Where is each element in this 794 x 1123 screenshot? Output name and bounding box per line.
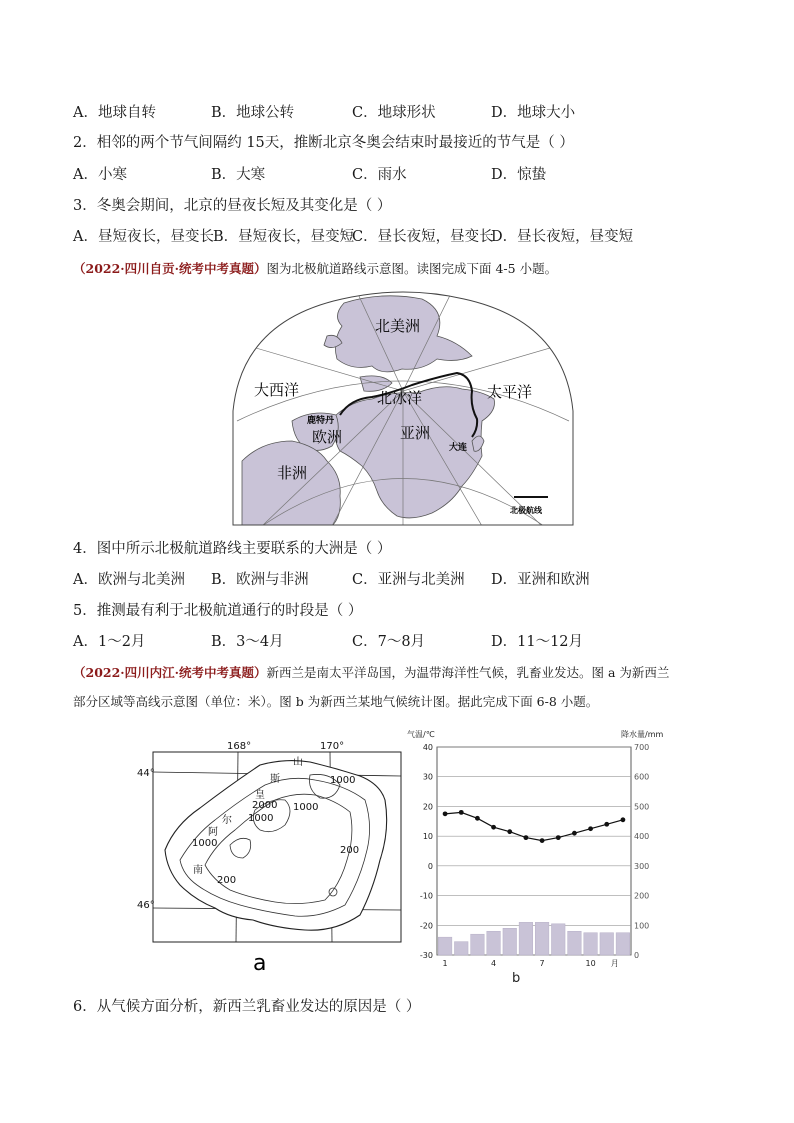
label-pacific: 太平洋 bbox=[487, 383, 533, 401]
q5-option-b: B．3～4月 bbox=[211, 634, 284, 650]
intro-4-5-text: 图为北极航道路线示意图。读图完成下面 4-5 小题。 bbox=[266, 261, 558, 276]
q4-option-b: B．欧洲与非洲 bbox=[211, 572, 309, 588]
lon-170-label: 170° bbox=[320, 741, 345, 752]
y-right-tick-label: 200 bbox=[634, 891, 650, 901]
label-north-america: 北美洲 bbox=[375, 317, 421, 335]
precip-bar bbox=[584, 933, 598, 955]
q1-option-d: D．地球大小 bbox=[491, 105, 576, 121]
contour-label-1000-d: 1000 bbox=[192, 838, 218, 849]
arctic-route-map bbox=[232, 281, 574, 526]
q5-option-a: A．1～2月 bbox=[73, 634, 146, 650]
temp-point bbox=[524, 835, 529, 840]
y-right-tick-label: 500 bbox=[634, 802, 650, 812]
place-char-nan: 南 bbox=[193, 865, 203, 876]
temp-point bbox=[507, 829, 512, 834]
contour-label-200-a: 200 bbox=[340, 845, 360, 856]
label-asia: 亚洲 bbox=[400, 424, 431, 442]
q3-option-c: C．昼长夜短，昼变长 bbox=[352, 229, 494, 245]
y-right-tick-label: 400 bbox=[634, 832, 650, 842]
contour-label-1000-a: 1000 bbox=[330, 775, 356, 786]
q3-option-d: D．昼长夜短，昼变短 bbox=[491, 229, 634, 245]
nz-contour-map bbox=[135, 740, 405, 978]
x-axis-label: 月 bbox=[610, 959, 619, 968]
label-europe: 欧洲 bbox=[312, 428, 343, 446]
q2-stem: 2．相邻的两个节气间隔约 15天，推断北京冬奥会结束时最接近的节气是（ ） bbox=[73, 135, 574, 151]
intro-4-5 bbox=[73, 259, 557, 279]
intro-4-5-source: （2022·四川自贡·统考中考真题） bbox=[73, 261, 267, 276]
temp-point bbox=[443, 811, 448, 816]
temp-point bbox=[459, 810, 464, 815]
contour-label-1000-b: 1000 bbox=[293, 802, 319, 813]
temp-point bbox=[572, 831, 577, 836]
contour-label-1000-c: 1000 bbox=[248, 813, 274, 824]
x-tick-label: 10 bbox=[585, 959, 596, 968]
climate-chart bbox=[405, 725, 665, 987]
label-rotterdam: 鹿特丹 bbox=[307, 416, 335, 426]
intro-6-8-source: （2022·四川内江·统考中考真题） bbox=[73, 665, 267, 680]
precip-bar bbox=[600, 933, 614, 955]
precip-bar bbox=[503, 928, 517, 955]
x-tick-label: 4 bbox=[491, 959, 497, 968]
precip-bar bbox=[551, 924, 565, 955]
chart-b-caption: b bbox=[512, 971, 521, 986]
y-left-tick-label: -30 bbox=[419, 951, 433, 960]
q4-option-a: A．欧洲与北美洲 bbox=[73, 572, 185, 588]
legend-route-label: 北极航线 bbox=[510, 506, 542, 515]
y-left-tick-label: 20 bbox=[422, 802, 433, 812]
y-right-tick-label: 0 bbox=[634, 951, 640, 960]
q1-option-a: A．地球自转 bbox=[73, 105, 156, 121]
lat-44-label: 44° bbox=[137, 768, 155, 779]
precip-bar bbox=[438, 937, 452, 955]
precip-bar bbox=[616, 933, 630, 955]
place-char-si: 斯 bbox=[270, 774, 280, 785]
y-left-tick-label: 10 bbox=[422, 832, 433, 842]
lat-46-label: 46° bbox=[137, 900, 155, 911]
x-tick-label: 7 bbox=[539, 959, 545, 968]
place-char-a: 阿 bbox=[208, 827, 218, 838]
temp-point bbox=[491, 825, 496, 830]
place-char-huang: 皇 bbox=[255, 790, 265, 801]
q4-option-c: C．亚洲与北美洲 bbox=[352, 572, 465, 588]
q2-option-d: D．惊蛰 bbox=[491, 167, 547, 183]
q1-option-c: C．地球形状 bbox=[352, 105, 436, 121]
q5-option-c: C．7～8月 bbox=[352, 634, 426, 650]
temp-point bbox=[475, 816, 480, 821]
label-dalian: 大连 bbox=[449, 443, 468, 453]
y-right-tick-label: 700 bbox=[634, 743, 650, 752]
y-left-tick-label: -20 bbox=[419, 921, 433, 931]
temp-point bbox=[604, 822, 609, 827]
label-atlantic: 大西洋 bbox=[254, 381, 300, 399]
y-left-tick-label: 0 bbox=[427, 861, 433, 871]
intro-6-8-line1 bbox=[73, 663, 669, 683]
contour-label-2000: 2000 bbox=[252, 800, 278, 811]
x-tick-label: 1 bbox=[442, 959, 448, 968]
precip-bar bbox=[487, 931, 501, 955]
q5-option-d: D．11～12月 bbox=[491, 634, 584, 650]
y-right-tick-label: 100 bbox=[634, 921, 650, 931]
precip-bar bbox=[454, 942, 468, 955]
q6-stem: 6．从气候方面分析，新西兰乳畜业发达的原因是（ ） bbox=[73, 999, 421, 1015]
q3-stem: 3．冬奥会期间，北京的昼夜长短及其变化是（ ） bbox=[73, 198, 392, 214]
y-left-axis-label: 气温/℃ bbox=[407, 730, 435, 739]
q2-option-a: A．小寒 bbox=[73, 167, 127, 183]
temp-point bbox=[621, 817, 626, 822]
y-right-tick-label: 300 bbox=[634, 861, 650, 871]
y-right-tick-label: 600 bbox=[634, 772, 650, 782]
precip-bar bbox=[568, 931, 582, 955]
plot-frame bbox=[437, 747, 631, 955]
y-left-tick-label: -10 bbox=[419, 891, 433, 901]
climate-chart-grid bbox=[437, 747, 631, 955]
q2-option-b: B．大寒 bbox=[211, 167, 266, 183]
precip-bar bbox=[471, 934, 485, 955]
label-africa: 非洲 bbox=[277, 464, 308, 482]
intro-6-8-text1: 新西兰是南太平洋岛国，为温带海洋性气候，乳畜业发达。图 a 为新西兰 bbox=[266, 665, 670, 680]
label-arctic-ocean: 北冰洋 bbox=[377, 389, 423, 407]
precip-bar bbox=[519, 922, 533, 955]
precip-bar bbox=[535, 922, 549, 955]
temp-point bbox=[540, 838, 545, 843]
place-char-shan: 山 bbox=[293, 757, 303, 768]
q1-option-b: B．地球公转 bbox=[211, 105, 295, 121]
contour-label-200-b: 200 bbox=[217, 875, 237, 886]
y-right-axis-label: 降水量/mm bbox=[621, 730, 664, 739]
q4-stem: 4．图中所示北极航道路线主要联系的大洲是（ ） bbox=[73, 541, 392, 557]
temp-point bbox=[588, 826, 593, 831]
q2-option-c: C．雨水 bbox=[352, 167, 407, 183]
lon-168-label: 168° bbox=[227, 741, 252, 752]
q5-stem: 5．推测最有利于北极航道通行的时段是（ ） bbox=[73, 603, 363, 619]
place-char-er: 尔 bbox=[222, 815, 232, 826]
intro-6-8-line2: 部分区域等高线示意图（单位：米）。图 b 为新西兰某地气候统计图。据此完成下面 6-8 小题。 bbox=[73, 694, 599, 709]
q3-option-b: B．昼短夜长，昼变短 bbox=[213, 229, 355, 245]
q3-option-a: A．昼短夜长，昼变长 bbox=[73, 229, 214, 245]
temp-point bbox=[556, 835, 561, 840]
map-a-caption: a bbox=[253, 951, 267, 976]
y-left-tick-label: 40 bbox=[422, 743, 433, 752]
q4-option-d: D．亚洲和欧洲 bbox=[491, 572, 590, 588]
y-left-tick-label: 30 bbox=[422, 772, 433, 782]
